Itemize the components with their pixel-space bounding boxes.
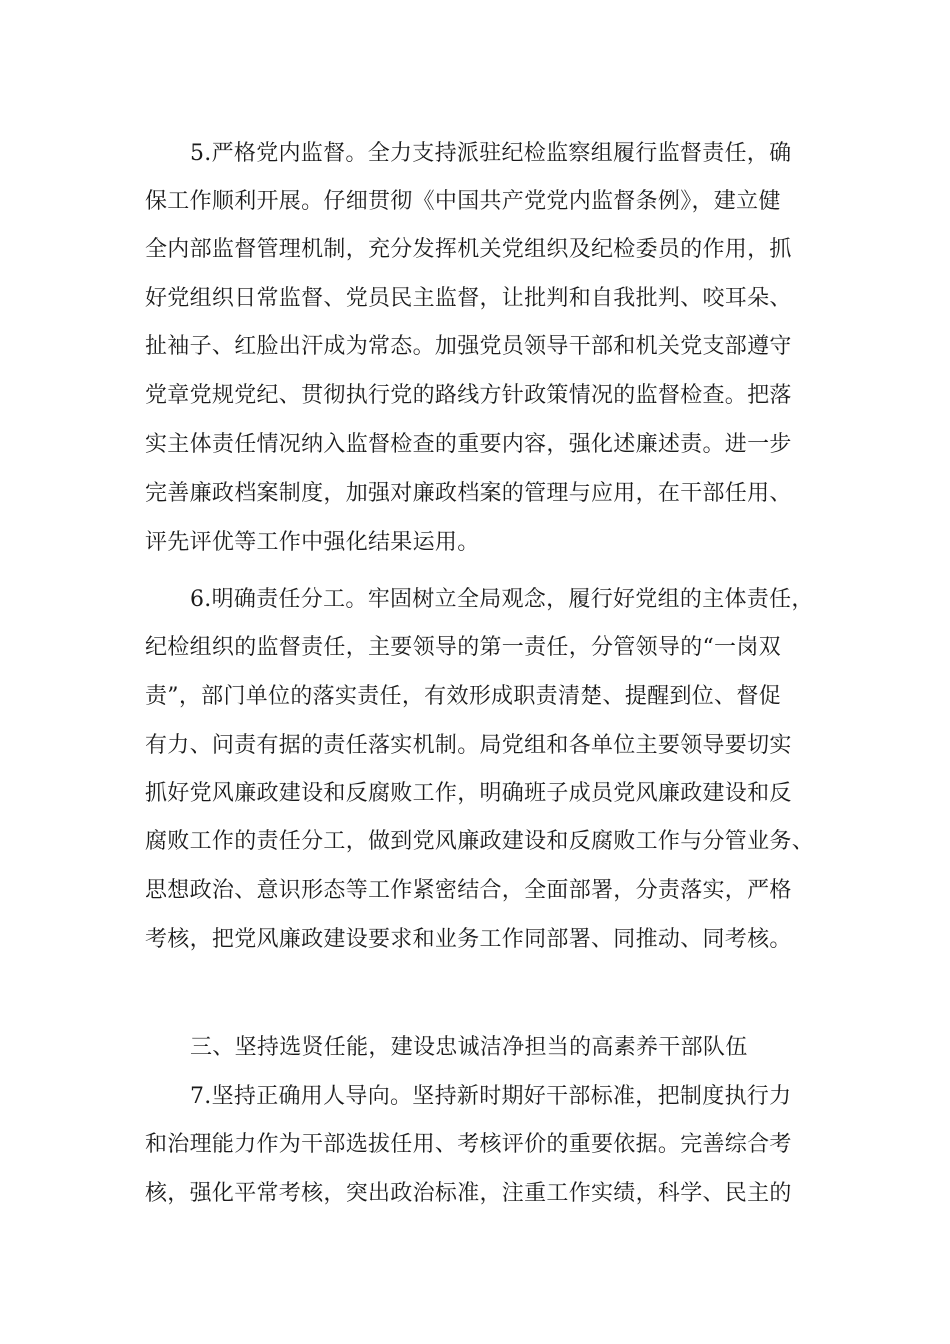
paragraph-6-line-1: 6.明确责任分工。牢固树立全局观念，履行好党组的主体责任，	[190, 587, 814, 612]
paragraph-7-line-1: 7.坚持正确用人导向。坚持新时期好干部标准，把制度执行力	[190, 1084, 792, 1109]
paragraph-6-line-2: 纪检组织的监督责任，主要领导的第一责任，分管领导的“一岗双	[145, 635, 781, 660]
paragraph-5-line-5: 扯袖子、红脸出汗成为常态。加强党员领导干部和机关党支部遵守	[145, 334, 792, 359]
paragraph-6-line-6: 腐败工作的责任分工，做到党风廉政建设和反腐败工作与分管业务、	[145, 829, 815, 854]
paragraph-5-line-4: 好党组织日常监督、党员民主监督，让批判和自我批判、咬耳朵、	[145, 286, 792, 311]
paragraph-6-line-5: 抓好党风廉政建设和反腐败工作，明确班子成员党风廉政建设和反	[145, 781, 792, 806]
paragraph-5-line-7: 实主体责任情况纳入监督检查的重要内容，强化述廉述责。进一步	[145, 432, 792, 457]
paragraph-6-line-4: 有力、问责有据的责任落实机制。局党组和各单位主要领导要切实	[145, 733, 792, 758]
paragraph-6-line-3: 责”，部门单位的落实责任，有效形成职责清楚、提醒到位、督促	[145, 684, 781, 709]
paragraph-5-line-9: 评先评优等工作中强化结果运用。	[145, 530, 480, 555]
paragraph-6-line-7: 思想政治、意识形态等工作紧密结合，全面部署，分责落实，严格	[145, 878, 792, 903]
paragraph-7-line-2: 和治理能力作为干部选拔任用、考核评价的重要依据。完善综合考	[145, 1132, 792, 1157]
paragraph-5-line-2: 保工作顺利开展。仔细贯彻《中国共产党党内监督条例》，建立健	[145, 189, 781, 214]
paragraph-5-line-1: 5.严格党内监督。全力支持派驻纪检监察组履行监督责任，确	[190, 141, 792, 166]
paragraph-7-line-3: 核，强化平常考核，突出政治标准，注重工作实绩，科学、民主的	[145, 1181, 792, 1206]
paragraph-5-line-6: 党章党规党纪、贯彻执行党的路线方针政策情况的监督检查。把落	[145, 383, 792, 408]
section-heading-3: 三、坚持选贤任能，建设忠诚洁净担当的高素养干部队伍	[190, 1035, 748, 1060]
paragraph-5-line-3: 全内部监督管理机制，充分发挥机关党组织及纪检委员的作用，抓	[145, 237, 792, 262]
paragraph-5-line-8: 完善廉政档案制度，加强对廉政档案的管理与应用，在干部任用、	[145, 481, 792, 506]
paragraph-6-line-8: 考核，把党风廉政建设要求和业务工作同部署、同推动、同考核。	[145, 927, 792, 952]
